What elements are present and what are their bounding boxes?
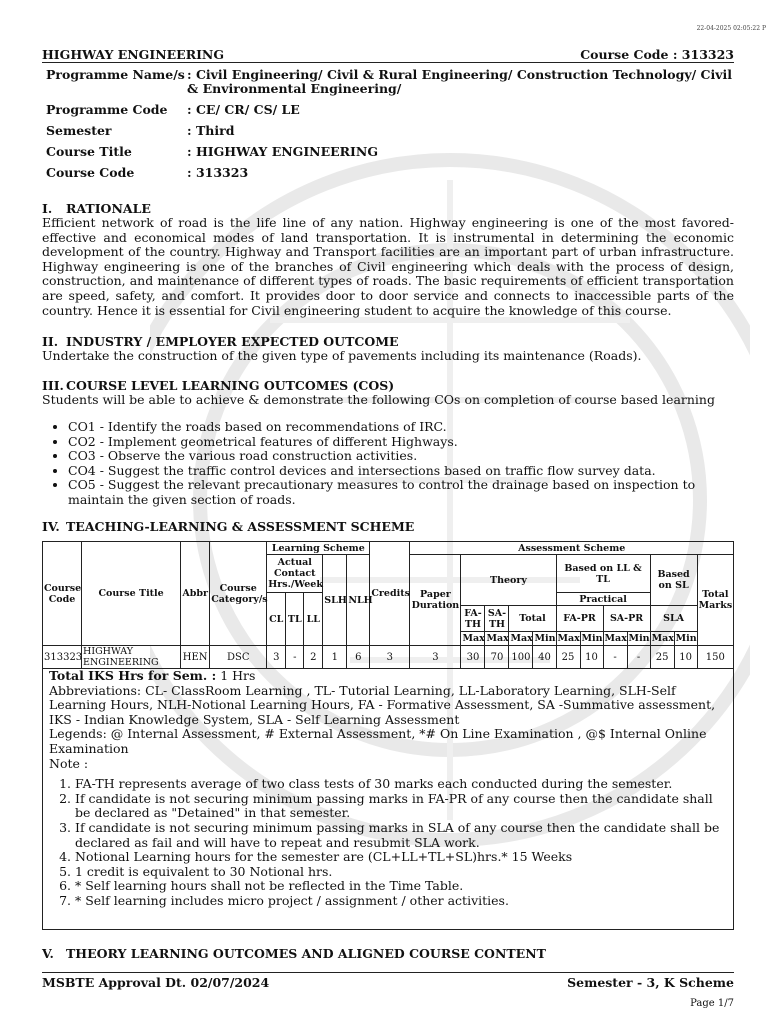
min-label: Min	[675, 633, 697, 644]
col-fa-pr: FA-PR	[556, 606, 603, 632]
info-value: : HIGHWAY ENGINEERING	[187, 144, 378, 159]
list-item: 1. FA-TH represents average of two class tests of 30 marks each conducted during the semester.	[75, 777, 727, 792]
section-title: COURSE LEVEL LEARNING OUTCOMES (COS)	[66, 378, 395, 393]
cell-abbr: HEN	[181, 646, 210, 669]
info-row	[46, 68, 736, 96]
section-title: INDUSTRY / EMPLOYER EXPECTED OUTCOME	[66, 334, 399, 349]
list-item: 3. If candidate is not securing minimum passing marks in SLA of any course then the candidate shall be declared as fail and will have to repeat and resubmit SLA work.	[75, 821, 727, 850]
list-item: 5. 1 credit is equivalent to 30 Notional hrs.	[75, 865, 727, 880]
industry-section	[42, 335, 734, 364]
col-credits: Credits	[370, 542, 410, 646]
info-label: Course Title	[46, 144, 132, 159]
header-course-code: Course Code : 313323	[580, 47, 734, 62]
max-label: Max	[462, 633, 485, 644]
info-row	[46, 124, 736, 138]
cell-fa-th-max: 30	[461, 646, 485, 669]
rationale-heading	[42, 202, 734, 216]
info-label: Programme Name/s	[46, 67, 185, 82]
info-value: : CE/ CR/ CS/ LE	[187, 102, 300, 117]
based-ll-tl-header: Based on LL & TL	[556, 555, 650, 593]
col-slh: SLH	[323, 555, 347, 646]
cell-category: DSC	[210, 646, 267, 669]
cell-duration: 3	[410, 646, 461, 669]
cell-total-marks: 150	[697, 646, 733, 669]
cell-sla-max: 25	[650, 646, 674, 669]
info-row	[46, 166, 736, 180]
scheme-section	[42, 520, 734, 534]
info-label: Programme Code	[46, 102, 168, 117]
cell-credits: 3	[370, 646, 410, 669]
section5-heading	[42, 947, 734, 961]
cell-total-min: 40	[533, 646, 556, 669]
outcomes-heading	[42, 379, 734, 393]
max-label: Max	[604, 633, 627, 644]
max-label: Max	[557, 633, 580, 644]
min-label: Min	[581, 633, 603, 644]
section-number: III.	[42, 378, 64, 393]
list-item: • CO2 - Implement geometrical features of different Highways.	[68, 435, 734, 450]
cell-sa-pr-max: -	[603, 646, 627, 669]
iks-line	[49, 669, 727, 684]
col-fa-th: FA-TH	[461, 606, 485, 632]
max-label: Max	[651, 633, 674, 644]
actual-contact-header: Actual Contact Hrs./Week	[267, 555, 323, 593]
col-course-title: Course Title	[82, 542, 181, 646]
col-sla: SLA	[650, 606, 697, 632]
cell-code: 313323	[43, 646, 82, 669]
info-row	[46, 103, 736, 117]
page-header	[42, 47, 734, 63]
col-total: Total	[509, 606, 556, 632]
max-label: Max	[486, 633, 509, 644]
list-item: 4. Notional Learning hours for the semester are (CL+LL+TL+SL)hrs.* 15 Weeks	[75, 850, 727, 865]
col-total-marks: Total Marks	[697, 555, 733, 646]
cell-sa-th-max: 70	[485, 646, 509, 669]
learning-scheme-header: Learning Scheme	[267, 542, 370, 555]
co-list	[68, 420, 734, 508]
info-label: Semester	[46, 123, 112, 138]
info-value: : 313323	[187, 165, 249, 180]
info-value: : Civil Engineering/ Civil & Rural Engineering/ Construction Technology/ Civil & Environmental Engineering/	[187, 67, 733, 96]
teaching-scheme-table	[42, 541, 734, 669]
print-timestamp: 22-04-2025 02:05:22 P	[696, 25, 766, 32]
legends-text: Legends: @ Internal Assessment, # External Assessment, *# On Line Examination , @$ Internal Online Examination	[49, 726, 707, 756]
cell-ll: 2	[304, 646, 323, 669]
cell-sa-pr-min: -	[627, 646, 650, 669]
practical-header: Practical	[556, 593, 650, 606]
col-category: Course Category/s	[210, 542, 267, 646]
list-item: 7. * Self learning includes micro project / assignment / other activities.	[75, 894, 727, 909]
industry-text: Undertake the construction of the given type of pavements including its maintenance (Roads).	[42, 348, 642, 363]
cell-cl: 3	[267, 646, 286, 669]
header-title: HIGHWAY ENGINEERING	[42, 47, 225, 62]
list-item: • CO3 - Observe the various road construction activities.	[68, 449, 734, 464]
col-sa-pr: SA-PR	[603, 606, 650, 632]
cell-title: HIGHWAY ENGINEERING	[82, 646, 181, 669]
cell-total-max: 100	[509, 646, 533, 669]
footer-approval: MSBTE Approval Dt. 02/07/2024	[42, 975, 270, 990]
col-abbr: Abbr	[181, 542, 210, 646]
scheme-notes	[42, 666, 734, 930]
abbreviations-text: Abbreviations: CL- ClassRoom Learning , TL- Tutorial Learning, LL-Laboratory Learning, SLH-Self Learning Hours, NLH-Notional Learning Hours, FA - Formative Assessment, SA -Summative assessment, IKS - Indian Knowledge System, SLA - Self Learning Assessment	[49, 682, 716, 727]
footer-semester: Semester - 3, K Scheme	[567, 975, 734, 990]
section-number: V.	[42, 946, 54, 961]
list-item: • CO1 - Identify the roads based on recommendations of IRC.	[68, 420, 734, 435]
col-course-code: Course Code	[43, 542, 82, 646]
col-tl: TL	[286, 593, 304, 646]
notes-list	[75, 777, 727, 908]
section-title: THEORY LEARNING OUTCOMES AND ALIGNED COURSE CONTENT	[66, 946, 546, 961]
list-item: 6. * Self learning hours shall not be reflected in the Time Table.	[75, 879, 727, 894]
based-sl-header: Based on SL	[650, 555, 697, 606]
col-sa-th: SA-TH	[485, 606, 509, 632]
section-title: RATIONALE	[66, 201, 151, 216]
section-title: TEACHING-LEARNING & ASSESSMENT SCHEME	[66, 519, 415, 534]
cell-tl: -	[286, 646, 304, 669]
rationale-text: Efficient network of road is the life line of any nation. Highway engineering is one of the most favored-effective and economical modes of land transportation. It is instrumental in determining the economic development of the country. Highway and Transport facilities are an important part of urban infrastructure. Highway engineering is one of the branches of Civil engineering which deals with the process of design, construction, and maintenance of different types of roads. The basic requirements of efficient transportation are speed, safety, and comfort. It provides door to door service and connects to inaccessible parts of the country. Hence it is essential for Civil engineering student to acquire the knowledge of this course.	[42, 215, 734, 318]
max-label: Max	[510, 633, 533, 644]
scheme-heading	[42, 520, 734, 534]
rationale-section	[42, 202, 734, 318]
min-label: Min	[628, 633, 650, 644]
cell-fa-pr-max: 25	[556, 646, 580, 669]
list-item: 2. If candidate is not securing minimum passing marks in FA-PR of any course then the candidate shall be declared as "Detained" in that semester.	[75, 792, 727, 821]
info-value: : Third	[187, 123, 235, 138]
iks-label: Total IKS Hrs for Sem. :	[49, 668, 217, 683]
theory-outcomes-section	[42, 947, 734, 961]
col-nlh: NLH	[347, 555, 370, 646]
cell-nlh: 6	[347, 646, 370, 669]
col-paper-duration: Paper Duration	[410, 555, 461, 646]
info-row	[46, 145, 736, 159]
cell-sla-min: 10	[674, 646, 697, 669]
list-item: • CO4 - Suggest the traffic control devices and intersections based on traffic flow survey data.	[68, 464, 734, 479]
iks-value: 1 Hrs	[220, 668, 256, 683]
theory-header: Theory	[461, 555, 556, 606]
section-number: I.	[42, 201, 53, 216]
cell-slh: 1	[323, 646, 347, 669]
col-cl: CL	[267, 593, 286, 646]
course-info	[46, 68, 736, 187]
page-number: Page 1/7	[690, 998, 734, 1009]
industry-heading	[42, 335, 734, 349]
min-label: Min	[534, 633, 556, 644]
section-number: II.	[42, 334, 59, 349]
info-label: Course Code	[46, 165, 135, 180]
outcomes-section	[42, 379, 734, 408]
note-label: Note :	[49, 755, 89, 771]
outcomes-intro: Students will be able to achieve & demonstrate the following COs on completion of course based learning	[42, 392, 715, 407]
col-ll: LL	[304, 593, 323, 646]
cell-fa-pr-min: 10	[580, 646, 603, 669]
page-footer	[42, 972, 734, 990]
section-number: IV.	[42, 519, 60, 534]
list-item: • CO5 - Suggest the relevant precautionary measures to control the drainage based on inspection to maintain the given section of roads.	[68, 478, 734, 507]
assessment-scheme-header: Assessment Scheme	[410, 542, 734, 555]
